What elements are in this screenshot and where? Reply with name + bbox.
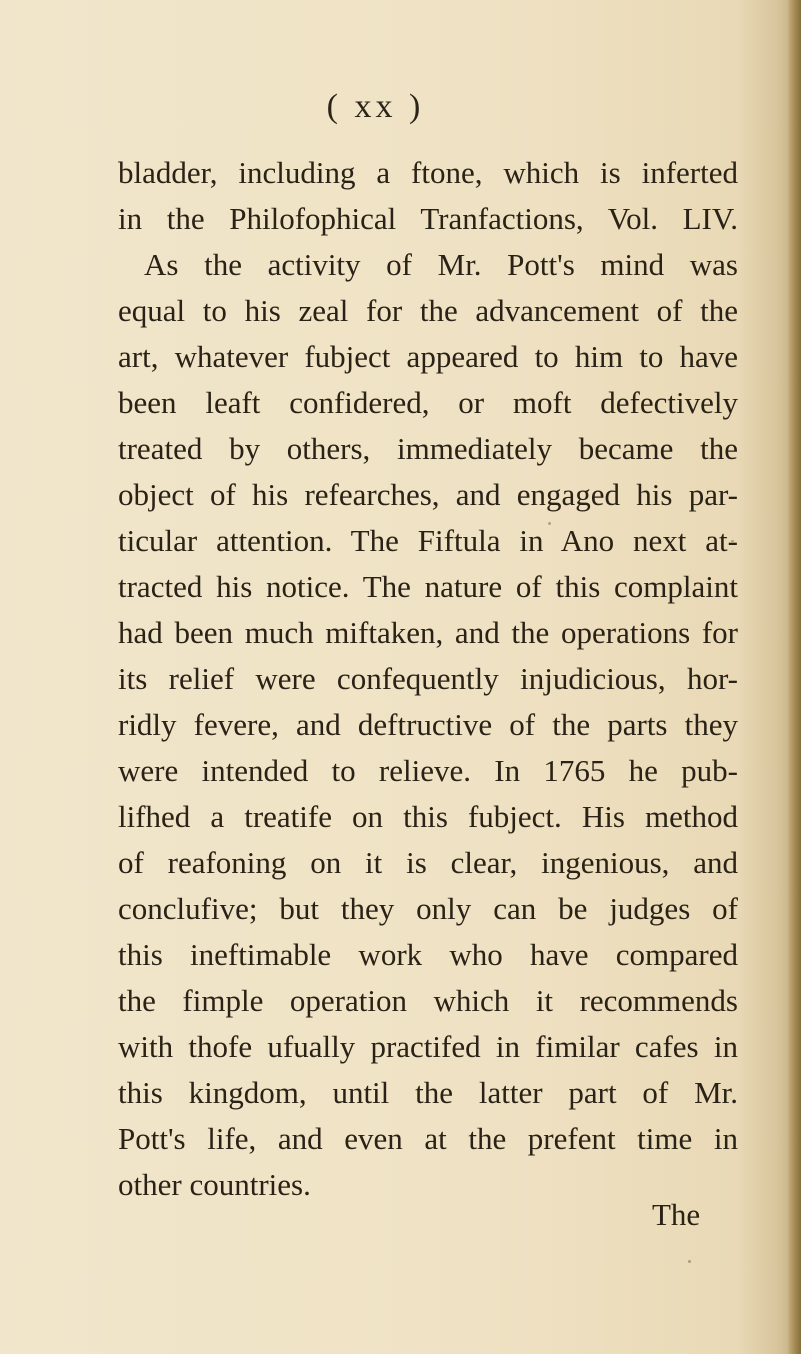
text-line: equal to his zeal for the advancement of the — [118, 293, 738, 328]
text-line: lifhed a treatife on this fubject. His method — [118, 799, 738, 834]
text-line: with thofe ufually practifed in fimilar cafes in — [118, 1029, 738, 1064]
paper-speck — [731, 540, 734, 542]
text-line: object of his refearches, and engaged his par- — [118, 477, 738, 512]
text-line: been leaft confidered, or moft defectively — [118, 385, 738, 420]
catchword: The — [652, 1197, 701, 1232]
text-line: other countries. — [118, 1167, 311, 1202]
text-line: conclufive; but they only can be judges of — [118, 891, 738, 926]
paper-speck — [548, 522, 551, 525]
text-line: this kingdom, until the latter part of Mr. — [118, 1075, 738, 1110]
text-line: in the Philofophical Tranfactions, Vol. LIV. — [118, 201, 738, 236]
text-line: As the activity of Mr. Pott's mind was — [144, 247, 738, 282]
page-number-header: ( xx ) — [326, 88, 425, 125]
page-edge-shadow — [787, 0, 801, 1354]
body-text — [118, 150, 738, 1208]
text-line: bladder, including a ftone, which is inferted — [118, 155, 738, 190]
text-line: ticular attention. The Fiftula in Ano next at- — [118, 523, 738, 558]
text-line: tracted his notice. The nature of this complaint — [118, 569, 738, 604]
text-line: the fimple operation which it recommends — [118, 983, 738, 1018]
paper-speck — [611, 859, 613, 862]
text-line: its relief were confequently injudicious, hor- — [118, 661, 738, 696]
paper-speck — [688, 1260, 691, 1263]
text-line: Pott's life, and even at the prefent time in — [118, 1121, 738, 1156]
text-line: had been much miftaken, and the operations for — [118, 615, 738, 650]
text-line: of reafoning on it is clear, ingenious, and — [118, 845, 738, 880]
text-line: were intended to relieve. In 1765 he pub- — [118, 753, 738, 788]
text-line: art, whatever fubject appeared to him to have — [118, 339, 738, 374]
text-line: this ineftimable work who have compared — [118, 937, 738, 972]
text-line: treated by others, immediately became the — [118, 431, 738, 466]
text-line: ridly fevere, and deftructive of the parts they — [118, 707, 738, 742]
